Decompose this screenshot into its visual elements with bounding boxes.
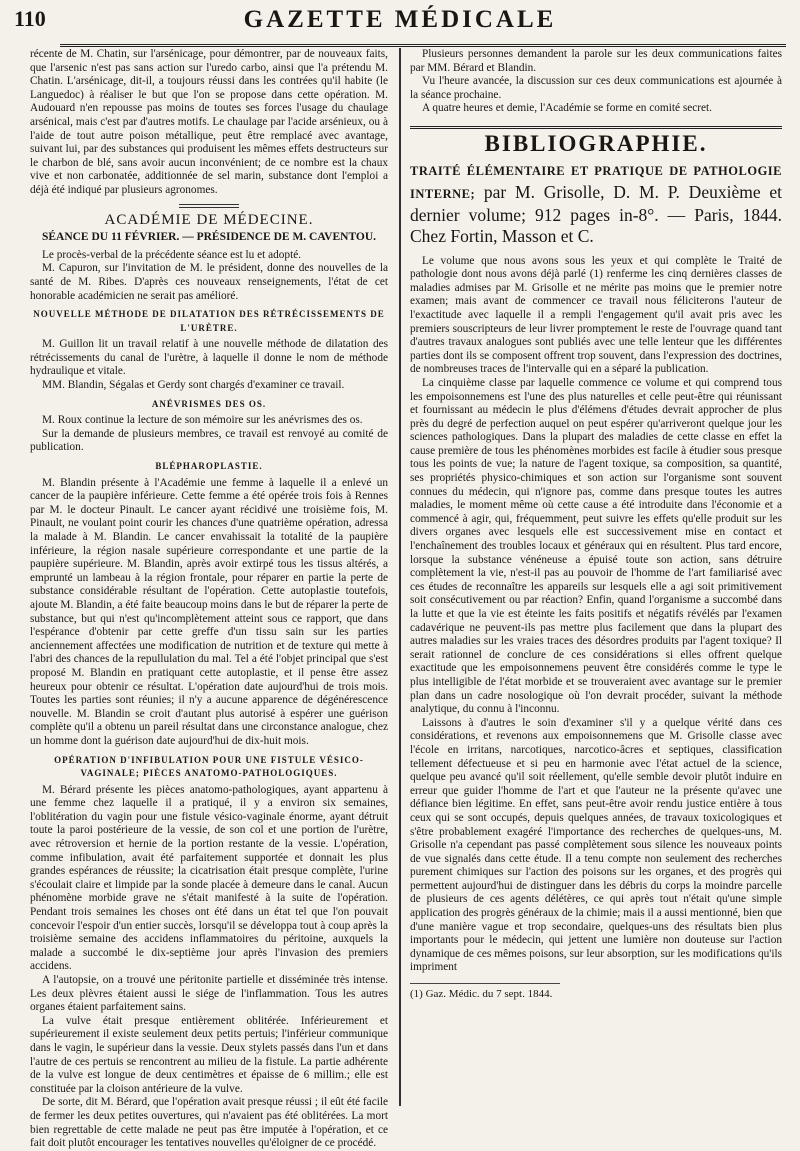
page-number: 110	[14, 6, 46, 31]
paragraph-comite: A quatre heures et demie, l'Académie se forme en comité secret.	[422, 102, 712, 115]
paragraph-de-sorte: De sorte, dit M. Bérard, que l'opération avait presque réussi ; il eût été facile de fermer les deux petites ouvertures, qui n'avaient pas été oblitérées. La mort bien regrettable de cette malade ne peut pas être imputée à l'opération, et ce fait doit plutôt encourager les tentatives nouvelles qu'éloigner de ce procédé.	[30, 1096, 388, 1150]
subheading-dilatation: NOUVELLE MÉTHODE DE DILATATION DES RÉTRÉCISSEMENTS DE L'URÈTRE.	[33, 309, 385, 333]
left-column	[30, 48, 388, 1151]
column-divider	[399, 48, 401, 1106]
subheading-blepharoplastie: BLÉPHAROPLASTIE.	[155, 461, 263, 472]
paragraph-proces-verbal: Le procès-verbal de la précédente séance est lu et adopté.	[42, 248, 302, 261]
intro-paragraph: récente de M. Chatin, sur l'arsénicage, pour démontrer, par de nouveaux faits, que l'arsenic n'est pas sans action sur l'uredo carbo, ainsi que l'a prétendu M. Chatin. L'arsénicage, dit-il, a toujours réussi dans les contrées qu'il habite (le Languedoc) à réaliser le but que l'on se propose dans cette opération. M. Audouard n'en repousse pas moins de toutes ses forces l'usage du chaulage arsénical, mais c'est par d'autres motifs. Le chaulage par l'acide arsénieux, ou à l'aide de tout autre poison métallique, peut être remplacé avec avantage, suivant lui, par des substances qui produisent les mêmes effets destructeurs sur le charbon de blé, sans avoir aucun inconvénient; de ce nombre est la chaux vive et non carbonatée, additionnée de sel marin, substance dont l'emploi a déjà été indiqué par plusieurs agronomes.	[30, 48, 388, 196]
seance-heading: SÉANCE DU 11 FÉVRIER. — PRÉSIDENCE DE M. CAVENTOU.	[41, 231, 377, 244]
paragraph-blepharoplastie: M. Blandin présente à l'Académie une femme à laquelle il a enlevé un cancer de la paupière inférieure. Cette femme a été opérée trois fois à Rennes par M. le docteur Pinault. Le cancer ayant récidivé une troisième fois, M. Pinault, ne voulant point courir les chances d'une quatrième opération, adressa la malade à M. Blandin. Le cancer envahissait la totalité de la paupière inférieure, la région nasale supérieure correspondante et une partie de la paupière supérieure. M. Blandin, après avoir extirpé tous les tissus altérés, a emprunté un lambeau à la région frontale, pour réparer en partie la perte de substance considérable résultant de l'opération. Cette autoplastie toutefois, ajoute M. Blandin, a été faite beaucoup moins dans le but de réparer la perte de substance, but qui n'est qu'incomplètement atteint sous ce rapport, que dans l'espérance d'obtenir par cette greffe d'un tissu sain sur les parties anciennement affectées une modification de nutrition et de texture qui mette à l'abri des chances de la repullulation du mal. Tel a été l'objet principal que s'est proposé M. Blandin en pratiquant cette autoplastie, et il pense être assez heureux pour obtenir ce résultat. L'opération date aujourd'hui de trois mois. Toutes les parties sont réunies; il n'y a aucune apparence de dégénérescence nouvelle. M. Blandin se croit d'autant plus autorisé à espérer une guérison complète qu'il a obtenu un pareil résultat dans une circonstance analogue, chez un homme dont la guérison date aujourd'hui de dix-huit mois.	[30, 476, 388, 747]
paragraph-demande: Sur la demande de plusieurs membres, ce travail est renvoyé au comité de publication.	[30, 427, 388, 454]
book-title-lead: TRAITÉ ÉLÉMENTAIRE ET PRATIQUE DE PATHOLOGIE INTERNE;	[410, 163, 782, 201]
masthead-title: GAZETTE MÉDICALE	[243, 6, 557, 33]
paragraph-capuron: M. Capuron, sur l'invitation de M. le président, donne des nouvelles de la santé de M. Ribes. D'après ces nouveaux renseignements, l'état de cet honorable académicien ne serait pas amélioré.	[30, 262, 388, 302]
paragraph-laissons: Laissons à d'autres le soin d'examiner s'il y a quelque vérité dans ces considérations, et revenons aux empoisonnemens que M. Grisolle classe avec l'école en irritans, narcotiques, narcotico-âcres et septiques, classification tellement défectueuse et si peu en harmonie avec l'état actuel de la science, quelque peu avancé qu'il soit réellement, qu'elle semble devoir plutôt induire en erreur que guider l'homme de l'art et que l'auteur ne la présente qu'avec une défiance bien légitime. En effet, sans peut-être avoir rendu justice entière à tous ceux qui se sont occupés, depuis quelques années, de travaux toxicologiques et s'être probablement exagéré l'importance des recherches de quelques-uns, M. Grisolle n'a cependant pas passé complètement sous silence les nouveaux points de vue signalés dans cette étude. Il a tenu compte non seulement des recherches purement chimiques sur l'action des poisons sur les organes, et des progrès qui permettent aujourd'hui de distinguer dans les débris du corps la moindre parcelle de plusieurs de ces agents délétères, ce qui après tout n'était qu'une simple application des progrès généraux de la chimie; mais il a aussi mentionné, bien que d'une manière vague et trop secondaire, quelques-uns des résultats bien plus importants pour le médecin, qui jettent une lumière non douteuse sur l'action dynamique de ces mêmes poisons, sur leur absorption, sur les modifications qu'ils impriment	[410, 716, 782, 974]
academie-heading: ACADÉMIE DE MÉDECINE.	[104, 211, 314, 228]
section-divider	[179, 204, 239, 208]
paragraph-plusieurs: Plusieurs personnes demandent la parole sur les deux communications faites par MM. Bérard et Blandin.	[410, 48, 782, 74]
subheading-infibulation: OPÉRATION D'INFIBULATION POUR UNE FISTULE VÉSICO-VAGINALE; PIÈCES ANATOMO-PATHOLOGIQUES.	[54, 754, 364, 779]
header-rule	[60, 44, 786, 47]
book-title-rest: par M. Grisolle, D. M. P. Deuxième et dernier volume; 912 pages in-8°. — Paris, 1844. Chez Fortin, Masson et C.	[410, 181, 783, 246]
book-title	[410, 159, 782, 247]
right-column	[410, 48, 782, 1002]
subheading-anevrismes: ANÉVRISMES DES OS.	[151, 398, 267, 409]
paragraph-roux: M. Roux continue la lecture de son mémoire sur les anévrismes des os.	[42, 414, 363, 427]
footnote: (1) Gaz. Médic. du 7 sept. 1844.	[410, 983, 560, 1002]
paragraph-autopsie: A l'autopsie, on a trouvé une péritonite partielle et disséminée très intense. Les deux plèvres étaient aussi le siége de l'inflammation. Tous les autres organes étaient parfaitement sains.	[30, 974, 388, 1014]
paragraph-cinquieme: La cinquième classe par laquelle commence ce volume et qui comprend tous les empoisonnemens est l'une des plus naturelles et celle peut-être qui réunissant et fournissant au médecin le plus d'élémens d'études devrait approcher de plus près du degré de perfection auquel on peut espérer qu'arriveront quelque jour les sciences pathologiques. Dans la plupart des maladies de cette classe en effet la cause première de tous les phénomènes morbides est facile à étudier sous presque tous les points de vue; la nature de l'agent toxique, sa composition, sa quantité, ses propriétés physico-chimiques et son action sur l'organisme sont souvent connues du médecin, qui n'ignore pas, comme dans presque toutes les autres maladies, le moment même où cette cause a été introduite dans l'économie et a commencé à agir, qui, fréquemment, peut suivre les effets qu'elle produit sur les divers organes avec lesquels elle est successivement mise en contact et l'enchaînement des troubles locaux et généraux qui en résultent. Plus tard encore, lorsque la substance vénéneuse a épuisé toute son action, sans détruire complètement la vie, n'est-il pas au pouvoir de l'homme de l'art familiarisé avec ces études de reconnaître les appareils sur lesquels elle a agi soit primitivement soit consécutivement ou par réaction? Enfin, quand l'organisme a succombé dans la lutte et que la vie est éteinte les faits positifs et négatifs révélés par l'examen cadavérique ne peuvent-ils pas mettre plus facilement que dans la plupart des autres maladies sur les vraies traces des désordres produits par l'agent toxique? Il serait rationnel de conclure de ces considérations si elles offrent quelque exactitude que les empoisonnemens peuvent être considérés comme le type le plus intelligible de l'état morbide et se trouveraient avec avantage sur le premier plan dans un cadre nosologique où l'on devrait procéder, suivant la méthode analytique, du connu à l'inconnu.	[410, 376, 782, 716]
section-rule	[410, 126, 782, 129]
bibliographie-heading: BIBLIOGRAPHIE.	[484, 130, 708, 156]
paragraph-berard: M. Bérard présente les pièces anatomo-pathologiques, ayant appartenu à une femme chez laquelle il a pratiqué, il y a environ six semaines, l'oblitération du vagin pour une fistule vésico-vaginale énorme, ayant détruit toute la paroi postérieure de la vessie, de son col et une portion de l'urètre, avec rétroversion et hernie de la portion restante de la vessie. L'opération, comme infibulation, avait été parfaitement supportée et donnait les plus grandes espérances de réussite; la cicatrisation était presque complète, l'urine s'écoulait claire et limpide par la sonde placée à demeure dans le canal. Aucun phénomène morbide grave ne s'était manifesté à la suite de l'opération. Pendant trois semaines les choses ont été dans un état tel que l'on pouvait concevoir l'espoir d'un entier succès, lorsqu'il se développa tout à coup après la troisième semaine des accidens inflammatoires du péritoine, auxquels la malade a succombé le dix-septième jour après l'invasion des premiers accidens.	[30, 783, 388, 973]
paragraph-heure: Vu l'heure avancée, la discussion sur ces deux communications est ajournée à la séance prochaine.	[410, 75, 782, 101]
paragraph-guillon: M. Guillon lit un travail relatif à une nouvelle méthode de dilatation des rétrécissements du canal de l'urètre, à laquelle il donne le nom de méthode hydraulique et vitale.	[30, 338, 388, 378]
paragraph-volume: Le volume que nous avons sous les yeux et qui complète le Traité de pathologie dont nous avons déjà parlé (1) renferme les cinq dernières classes de maladies admises par M. Grisolle et ne mérite pas moins que le premier notre examen; mais avant de commencer ce travail nous féliciterons l'auteur de l'exactitude avec laquelle il a rempli l'engagement qu'il avait pris avec les premiers souscripteurs de leur livrer promptement le reste de l'ouvrage quand tant d'autres travaux analogues sont publiés avec une telle lenteur que les différentes parties dont ils se composent offrent trop souvent, dans l'expression des doctrines, de nombreuses traces de l'intervalle qui en a séparé la publication.	[410, 254, 782, 376]
paragraph-examen: MM. Blandin, Ségalas et Gerdy sont chargés d'examiner ce travail.	[42, 379, 345, 392]
paragraph-vulve: La vulve était presque entièrement oblitérée. Inférieurement et supérieurement il existe seulement deux petits pertuis; l'inférieur communique dans le vagin, le supérieur dans la vessie. Deux stylets passés dans l'un et dans l'autre de ces pertuis se rencontrent au milieu de la fistule. La partie adhérente de la vulve est longue de deux centimètres et épaisse de 6 millim.; elle est constituée par la cloison antérieure de la vulve.	[30, 1014, 388, 1095]
